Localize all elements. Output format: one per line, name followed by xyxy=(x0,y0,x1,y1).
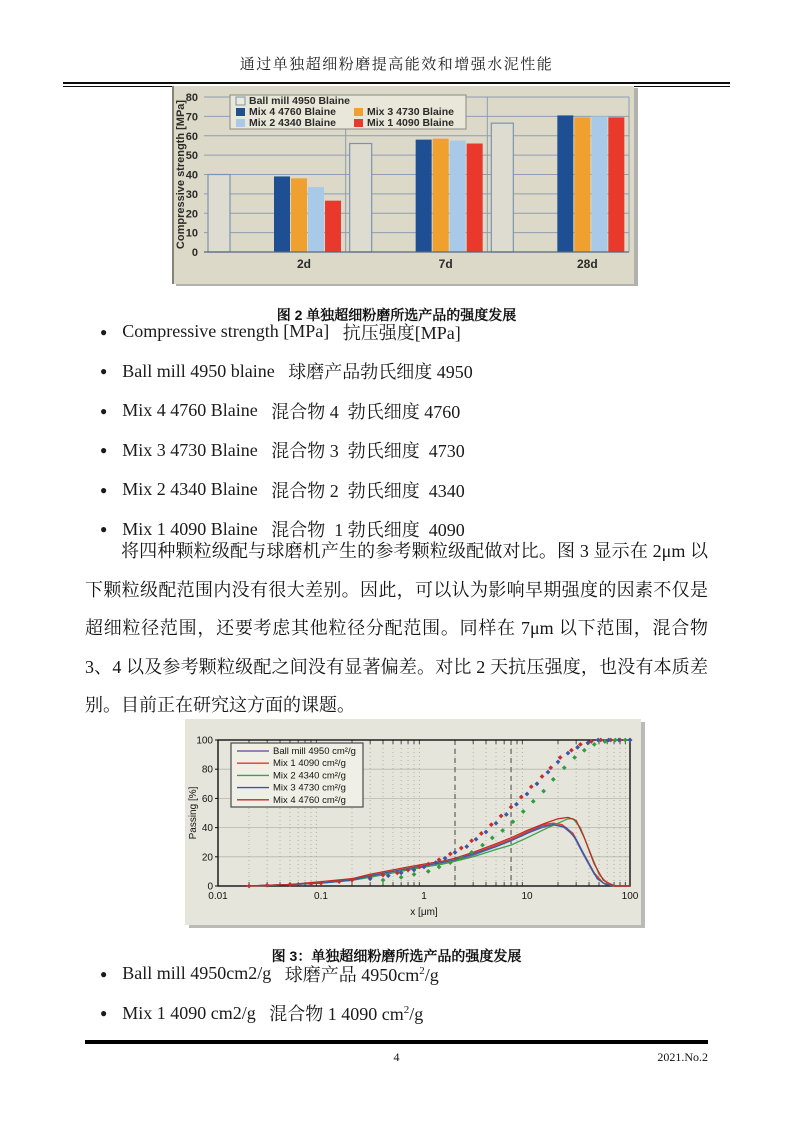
issue-label: 2021.No.2 xyxy=(657,1050,708,1064)
svg-text:Mix 3 4730 cm²/g: Mix 3 4730 cm²/g xyxy=(273,782,346,794)
bullet-text-en: Mix 1 4090 cm2/g xyxy=(122,1002,256,1023)
list-item xyxy=(100,352,473,392)
svg-text:20: 20 xyxy=(201,852,213,864)
body-paragraph: 将四种颗粒级配与球磨机产生的参考颗粒级配做对比。图 3 显示在 2μm 以下颗粒级配范围内没有很大差别。因此，可以认为影响早期强度的因素不仅是超细粒径范围，还要考虑其他粒径分配范围。同样在 7μm 以下范围，混合物 3、4 以及参考颗粒级配之间没有显著偏差。对比 2 天抗压强度，也没有本质差别。目前正在研究这方面的课题。 xyxy=(85,541,708,716)
bullet-text-en: Mix 2 4340 Blaine xyxy=(122,479,258,500)
svg-text:50: 50 xyxy=(185,150,198,163)
figure2-caption: 图 2 单独超细粉磨所选产品的强度发展 xyxy=(276,307,517,323)
svg-text:7d: 7d xyxy=(438,257,453,271)
svg-text:2d: 2d xyxy=(296,257,312,271)
svg-text:80: 80 xyxy=(201,764,213,776)
bullet-text-en: Ball mill 4950 blaine xyxy=(122,360,275,381)
svg-text:Mix 1 4090 cm²/g: Mix 1 4090 cm²/g xyxy=(273,758,346,770)
page-number: 4 xyxy=(393,1050,400,1064)
bullet-icon: ● xyxy=(100,522,108,537)
svg-text:1: 1 xyxy=(421,891,427,902)
bullet-icon: ● xyxy=(100,482,108,497)
bullet-text-en: Mix 4 4760 Blaine xyxy=(122,400,258,421)
svg-text:100: 100 xyxy=(621,891,639,902)
svg-text:x [μm]: x [μm] xyxy=(410,907,438,918)
svg-text:60: 60 xyxy=(185,130,198,143)
svg-text:40: 40 xyxy=(201,823,213,835)
figure3-legend-list xyxy=(100,954,439,1033)
svg-text:60: 60 xyxy=(201,793,213,805)
bar-chart-svg xyxy=(174,86,634,284)
page-header xyxy=(0,53,793,74)
svg-text:80: 80 xyxy=(185,92,198,104)
bullet-text-zh: 球磨产品 $4950cm^2/g$ xyxy=(284,964,439,985)
svg-text:0: 0 xyxy=(191,247,198,259)
list-item xyxy=(100,994,439,1034)
svg-text:100: 100 xyxy=(196,735,213,747)
svg-text:Mix 4 4760 cm²/g: Mix 4 4760 cm²/g xyxy=(273,794,346,806)
figure3-line-chart xyxy=(185,719,641,925)
svg-text:40: 40 xyxy=(185,169,198,182)
bullet-text-en: Compressive strength [MPa] xyxy=(122,321,330,342)
svg-text:10: 10 xyxy=(521,891,533,902)
svg-text:0: 0 xyxy=(207,881,213,893)
bullet-icon: ● xyxy=(100,403,108,418)
bullet-text-zh: 混合物 3 勃氏细度 4730 xyxy=(271,441,465,462)
bullet-text-en: Mix 1 4090 Blaine xyxy=(122,518,258,539)
list-item xyxy=(100,391,473,431)
bullet-icon: ● xyxy=(100,324,108,339)
svg-text:10: 10 xyxy=(185,227,198,240)
bullet-text-zh: 混合物 2 勃氏细度 4340 xyxy=(271,480,465,501)
figure2-legend-list xyxy=(100,312,473,549)
svg-text:Mix 4 4760 Blaine: Mix 4 4760 Blaine xyxy=(249,106,336,118)
bullet-icon: ● xyxy=(100,966,108,981)
svg-text:Compressive strength [MPa]: Compressive strength [MPa] xyxy=(175,99,187,250)
bullet-text-en: Ball mill 4950cm2/g xyxy=(122,963,272,984)
svg-text:Mix 3 4730 Blaine: Mix 3 4730 Blaine xyxy=(367,106,454,118)
svg-text:Ball mill 4950 Blaine: Ball mill 4950 Blaine xyxy=(249,95,350,107)
list-item xyxy=(100,431,473,471)
svg-text:Mix 2 4340 Blaine: Mix 2 4340 Blaine xyxy=(249,117,336,129)
svg-text:0.1: 0.1 xyxy=(314,891,328,902)
bullet-text-en: Mix 3 4730 Blaine xyxy=(122,439,258,460)
bullet-icon: ● xyxy=(100,1006,108,1021)
bullet-text-zh: 混合物 1 4090 $cm^2/g$ xyxy=(269,1004,424,1025)
svg-text:Passing [%]: Passing [%] xyxy=(188,786,199,840)
svg-text:Mix 1 4090 Blaine: Mix 1 4090 Blaine xyxy=(367,117,454,129)
figure2-bar-chart xyxy=(172,86,634,284)
svg-text:30: 30 xyxy=(185,188,198,201)
bullet-text-zh: 混合物 1 勃氏细度 4090 xyxy=(271,520,465,541)
page-footer xyxy=(85,1040,708,1072)
figure3-caption: 图 3：单独超细粉磨所选产品的强度发展 xyxy=(271,948,522,964)
line-chart-svg xyxy=(185,719,641,925)
bullet-icon: ● xyxy=(100,364,108,379)
bullet-text-zh: 球磨产品勃氏细度 4950 xyxy=(288,362,473,383)
bullet-icon: ● xyxy=(100,443,108,458)
list-item xyxy=(100,470,473,510)
header-title: 通过单独超细粉磨提高能效和增强水泥性能 xyxy=(239,57,554,73)
svg-text:28d: 28d xyxy=(576,257,598,271)
svg-text:Mix 2 4340 cm²/g: Mix 2 4340 cm²/g xyxy=(273,770,346,782)
svg-text:0.01: 0.01 xyxy=(208,891,228,902)
bullet-text-zh: 抗压强度[MPa] xyxy=(342,322,461,343)
bullet-text-zh: 混合物 4 勃氏细度 4760 xyxy=(271,401,461,422)
svg-text:70: 70 xyxy=(185,111,198,124)
svg-text:20: 20 xyxy=(185,208,198,221)
svg-text:Ball mill 4950 cm²/g: Ball mill 4950 cm²/g xyxy=(273,746,356,757)
list-item xyxy=(100,954,439,994)
list-item xyxy=(100,312,473,352)
